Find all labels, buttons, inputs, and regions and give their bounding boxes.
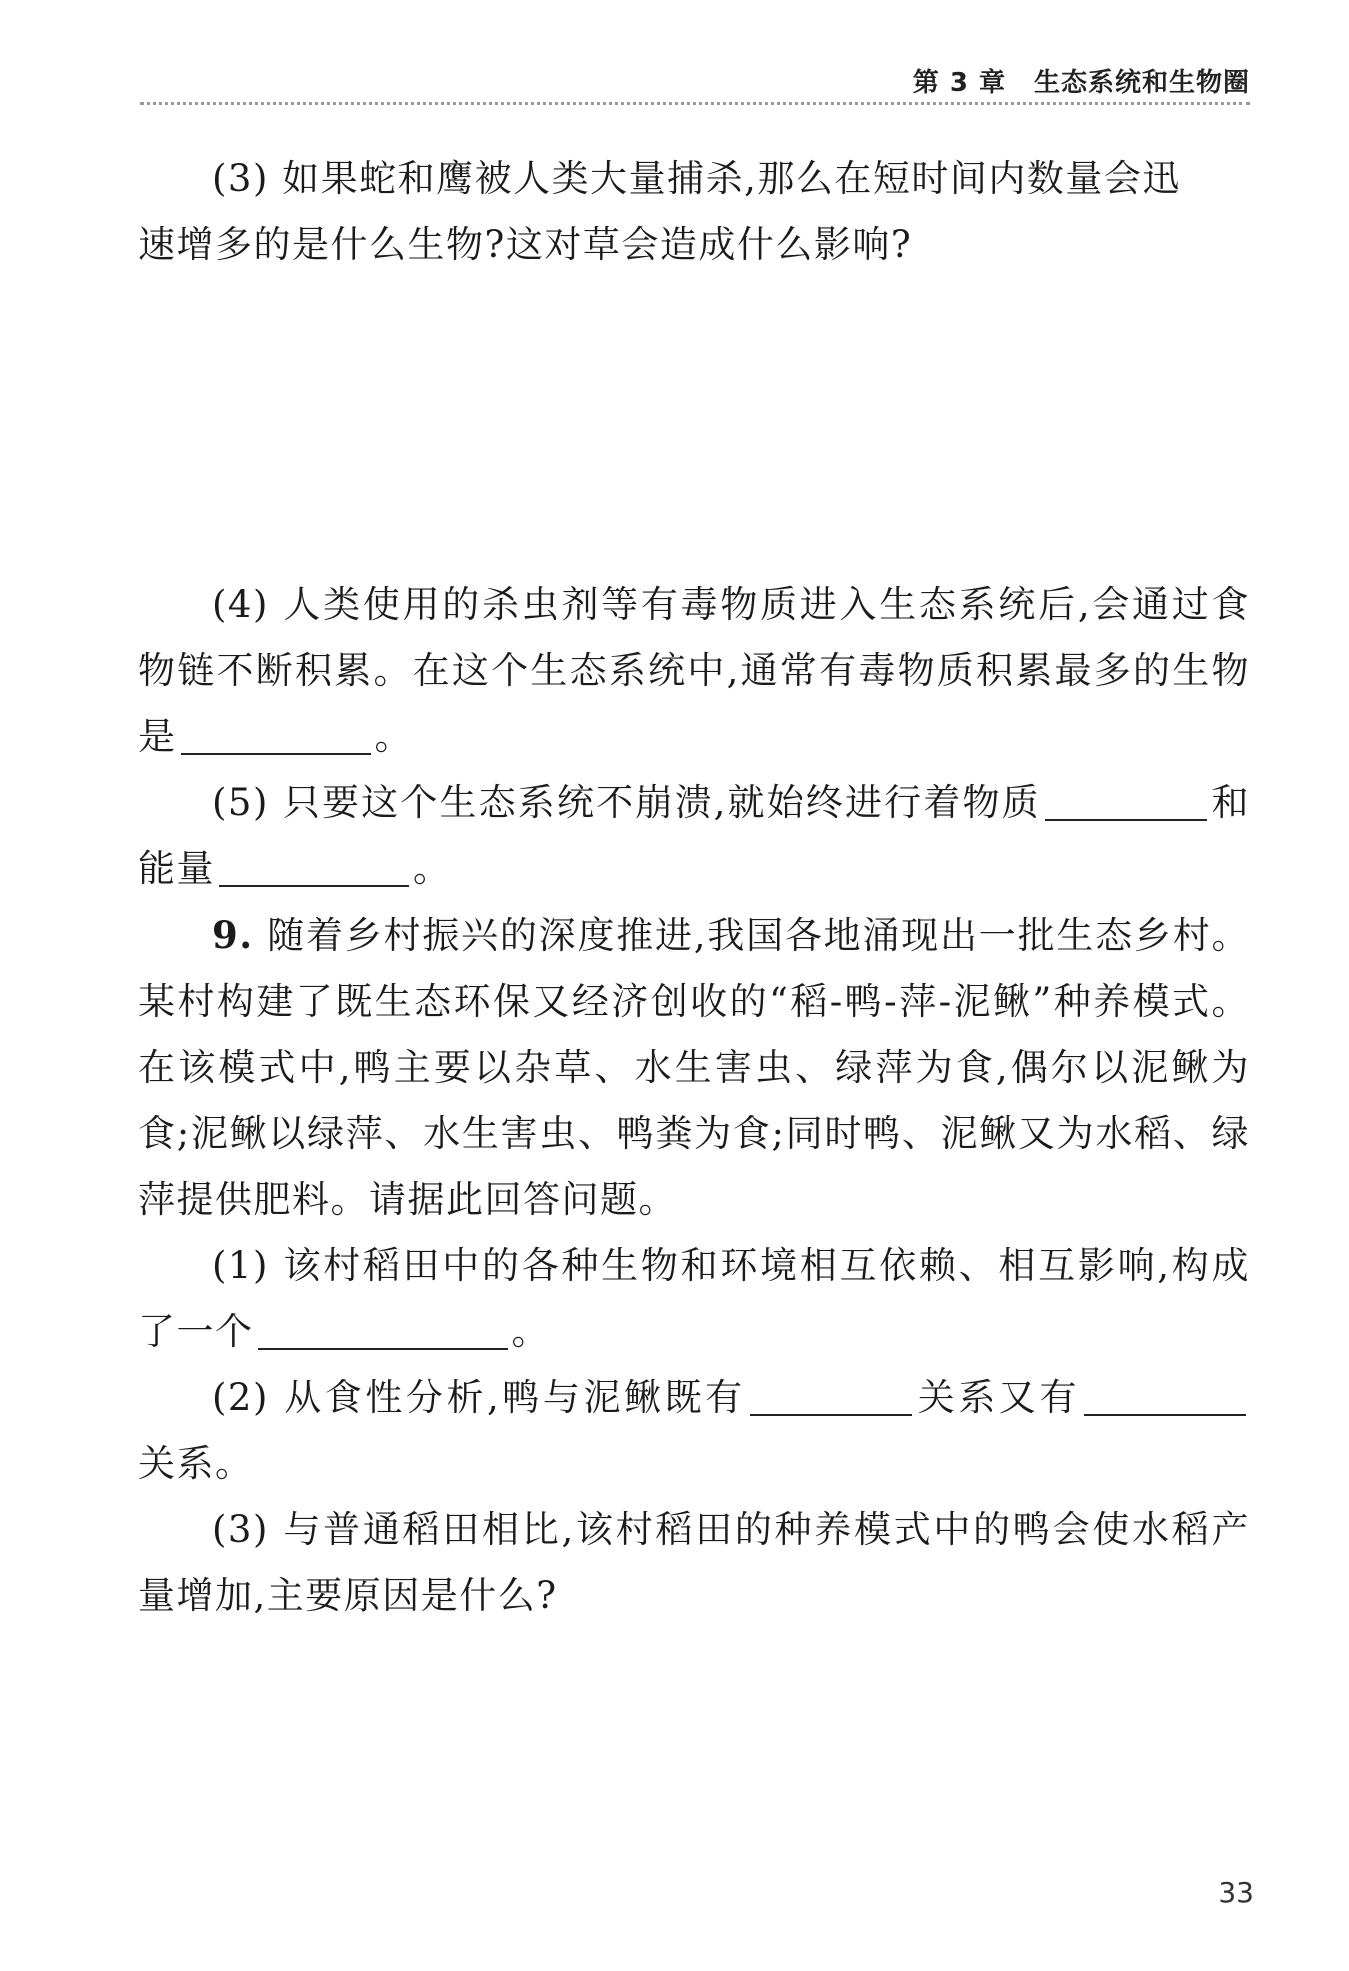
- q8-part4: [138, 572, 1250, 770]
- answer-blank[interactable]: [750, 1374, 912, 1416]
- q8-part3-line1: (3) 如果蛇和鹰被人类大量捕杀,那么在短时间内数量会迅: [212, 157, 1181, 200]
- q8-part5: [138, 770, 1250, 902]
- q9-part2: [138, 1365, 1250, 1497]
- q9-part1-end: 。: [511, 1310, 550, 1353]
- answer-blank[interactable]: [1045, 779, 1207, 821]
- answer-blank[interactable]: [219, 845, 409, 887]
- q9-part3-text: (3) 与普通稻田相比,该村稻田的种养模式中的鸭会使水稻产量增加,主要原因是什么?: [138, 1508, 1250, 1617]
- running-header: [140, 50, 1250, 105]
- header-text: [913, 62, 1250, 99]
- q8-part5-mid: 和能量: [138, 781, 1251, 890]
- q9-part1-text: (1) 该村稻田中的各种生物和环境相互依赖、相互影响,构成了一个: [138, 1244, 1250, 1353]
- q9-part1: [138, 1233, 1250, 1365]
- q9-number: 9.: [212, 913, 254, 957]
- page-content: [138, 146, 1250, 1629]
- q9-part3: [138, 1497, 1250, 1629]
- answer-blank[interactable]: [258, 1308, 508, 1350]
- answer-space: [138, 278, 1250, 572]
- q8-part4-text: (4) 人类使用的杀虫剂等有毒物质进入生态系统后,会通过食物链不断积累。在这个生态系统中,通常有毒物质积累最多的生物是: [138, 583, 1250, 758]
- answer-blank[interactable]: [181, 713, 371, 755]
- q9-part2-end: 关系。: [138, 1442, 254, 1485]
- chapter-title: 生态系统和生物圈: [1033, 68, 1250, 98]
- answer-blank[interactable]: [1084, 1374, 1246, 1416]
- q9-part2-text: (2) 从食性分析,鸭与泥鳅既有: [212, 1376, 746, 1419]
- q8-part3: [138, 146, 1250, 278]
- q9-stem: [138, 902, 1250, 1233]
- page-number: 33: [1218, 1876, 1254, 1909]
- q8-part4-end: 。: [374, 715, 413, 758]
- q8-part3-line2: 速增多的是什么生物?这对草会造成什么影响?: [138, 223, 913, 266]
- q8-part5-end: 。: [413, 847, 452, 890]
- chapter-number: 第 3 章: [912, 68, 1006, 98]
- q8-part5-text: (5) 只要这个生态系统不崩溃,就始终进行着物质: [212, 781, 1041, 824]
- q9-part2-mid: 关系又有: [915, 1376, 1080, 1419]
- q9-stem-text: 随着乡村振兴的深度推进,我国各地涌现出一批生态乡村。某村构建了既生态环保又经济创收的“稻-鸭-萍-泥鳅”种养模式。在该模式中,鸭主要以杂草、水生害虫、绿萍为食,偶尔以泥鳅为食;泥鳅以绿萍、水生害虫、鸭粪为食;同时鸭、泥鳅又为水稻、绿萍提供肥料。请据此回答问题。: [138, 914, 1250, 1221]
